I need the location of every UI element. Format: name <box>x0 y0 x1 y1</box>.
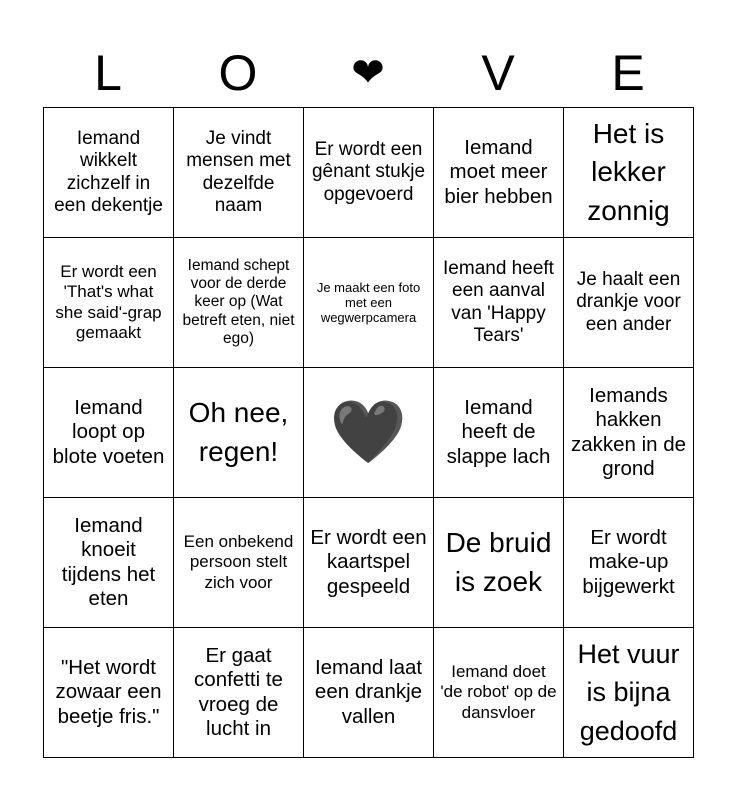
bingo-cell[interactable]: Er wordt een kaartspel gespeeld <box>304 498 434 628</box>
bingo-cell[interactable]: Iemand heeft de slappe lach <box>434 368 564 498</box>
board-row-4 <box>44 498 694 628</box>
board-row-3 <box>44 368 694 498</box>
bingo-cell[interactable]: "Het wordt zowaar een beetje fris." <box>44 628 174 758</box>
bingo-cell[interactable]: Je vindt mensen met dezelfde naam <box>174 108 304 238</box>
bingo-board <box>43 107 694 758</box>
bingo-cell[interactable]: Er wordt een 'That's what she said'-grap gemaakt <box>44 238 174 368</box>
bingo-cell[interactable]: Er wordt een gênant stukje opgevoerd <box>304 108 434 238</box>
bingo-cell[interactable]: Iemand wikkelt zichzelf in een dekentje <box>44 108 174 238</box>
free-space-cell[interactable] <box>304 368 434 498</box>
bingo-cell[interactable]: Je maakt een foto met een wegwerpcamera <box>304 238 434 368</box>
bingo-cell[interactable]: Iemand schept voor de derde keer op (Wat betreft eten, niet ego) <box>174 238 304 368</box>
header-letter-e: E <box>611 45 645 101</box>
board-row-1 <box>44 108 694 238</box>
board-row-2 <box>44 238 694 368</box>
header-letter-o: O <box>218 45 258 101</box>
bingo-cell[interactable]: Het is lekker zonnig <box>564 108 694 238</box>
bingo-header <box>43 40 693 106</box>
bingo-cell[interactable]: Iemands hakken zakken in de grond <box>564 368 694 498</box>
bingo-cell[interactable]: Een onbekend persoon stelt zich voor <box>174 498 304 628</box>
bingo-cell[interactable]: Iemand knoeit tijdens het eten <box>44 498 174 628</box>
bingo-cell[interactable]: Iemand laat een drankje vallen <box>304 628 434 758</box>
bingo-cell[interactable]: Iemand moet meer bier hebben <box>434 108 564 238</box>
board-row-5 <box>44 628 694 758</box>
heart-icon: 🖤 <box>329 397 408 467</box>
bingo-cell[interactable]: Er wordt make-up bijgewerkt <box>564 498 694 628</box>
bingo-cell[interactable]: Het vuur is bijna gedoofd <box>564 628 694 758</box>
header-letter-l: L <box>94 45 122 101</box>
bingo-cell[interactable]: Oh nee, regen! <box>174 368 304 498</box>
header-heart-icon: ❤ <box>351 51 385 95</box>
bingo-cell[interactable]: Er gaat confetti te vroeg de lucht in <box>174 628 304 758</box>
bingo-cell[interactable]: De bruid is zoek <box>434 498 564 628</box>
bingo-cell[interactable]: Iemand loopt op blote voeten <box>44 368 174 498</box>
header-letter-v: V <box>481 45 515 101</box>
bingo-cell[interactable]: Iemand doet 'de robot' op de dansvloer <box>434 628 564 758</box>
bingo-cell[interactable]: Iemand heeft een aanval van 'Happy Tears' <box>434 238 564 368</box>
bingo-cell[interactable]: Je haalt een drankje voor een ander <box>564 238 694 368</box>
